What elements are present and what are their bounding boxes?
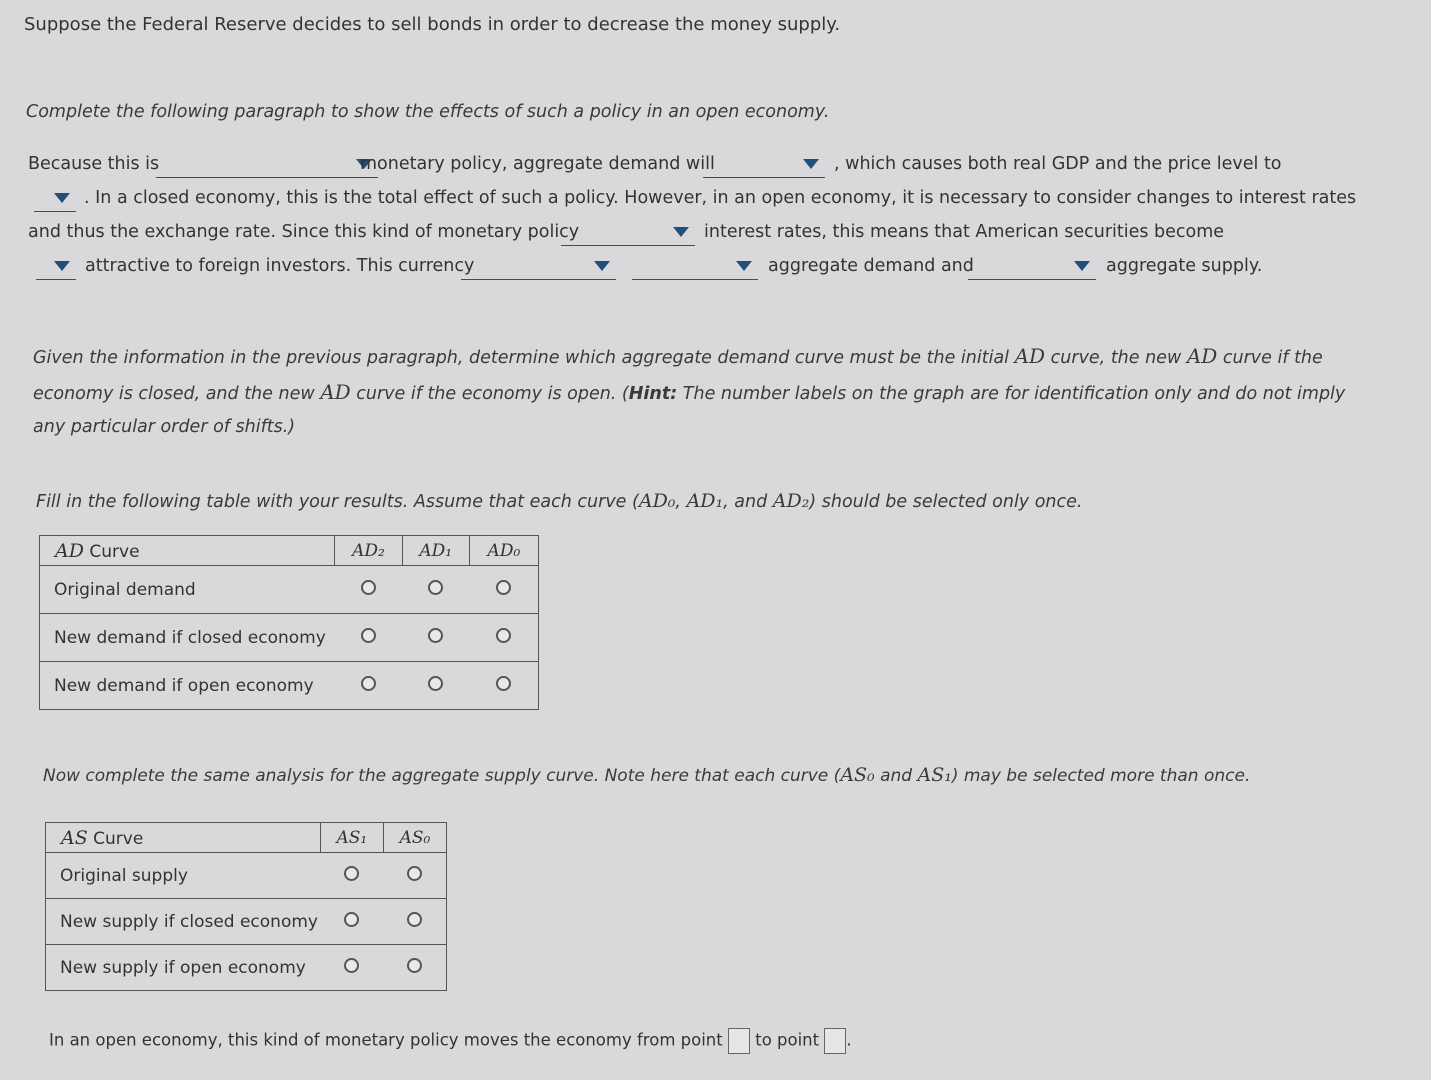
to-point-input[interactable] xyxy=(824,1028,846,1054)
row-label: Original demand xyxy=(40,566,335,614)
final-text: In an open economy, this kind of monetary policy moves the economy from point xyxy=(49,1030,723,1050)
radio-closed-as0[interactable] xyxy=(407,912,422,927)
radio-cell xyxy=(335,614,402,662)
as-table-header xyxy=(46,823,447,853)
radio-original-as1[interactable] xyxy=(344,866,359,881)
radio-cell xyxy=(469,614,538,662)
radio-cell xyxy=(335,662,402,710)
ad-symbol: AD xyxy=(320,379,351,404)
given-text: curve, the new xyxy=(1045,348,1187,368)
radio-cell xyxy=(383,899,446,945)
dropdown-attractiveness[interactable] xyxy=(36,254,76,280)
header-word: Curve xyxy=(87,828,144,849)
chevron-down-icon xyxy=(54,193,70,203)
ad2-symbol: AD₂ xyxy=(772,490,810,512)
para-text-4a: attractive to foreign investors. This currency xyxy=(85,256,475,276)
ad-col-header: AD₂ xyxy=(335,536,402,566)
fill-text: ) should be selected only once. xyxy=(809,492,1083,512)
dropdown-as-effect[interactable] xyxy=(968,254,1096,280)
radio-original-ad0[interactable] xyxy=(496,580,511,595)
radio-cell xyxy=(469,662,538,710)
hint-label: Hint: xyxy=(628,383,678,404)
ad-symbol: AD xyxy=(1014,344,1046,368)
final-text: to point xyxy=(755,1030,820,1050)
chevron-down-icon xyxy=(736,261,752,271)
as1-symbol: AS₁ xyxy=(917,764,952,786)
radio-original-ad1[interactable] xyxy=(428,580,443,595)
para-text-1c: , which causes both real GDP and the price level to xyxy=(834,154,1282,174)
header-word: Curve xyxy=(83,541,140,562)
radio-open-ad1[interactable] xyxy=(428,676,443,691)
radio-original-as0[interactable] xyxy=(407,866,422,881)
radio-cell xyxy=(383,853,446,899)
ad-table-header-label xyxy=(40,536,335,566)
radio-cell xyxy=(320,853,383,899)
radio-cell xyxy=(320,945,383,991)
now-text: ) may be selected more than once. xyxy=(951,766,1251,786)
radio-closed-ad2[interactable] xyxy=(361,628,376,643)
row-label: Original supply xyxy=(46,853,321,899)
radio-open-ad2[interactable] xyxy=(361,676,376,691)
row-label: New supply if closed economy xyxy=(46,899,321,945)
row-label: New demand if open economy xyxy=(40,662,335,710)
radio-closed-ad1[interactable] xyxy=(428,628,443,643)
given-text: The number labels on the graph are for identification only and do not imply xyxy=(677,383,1346,404)
given-text: any particular order of shifts.) xyxy=(33,417,296,437)
given-paragraph xyxy=(33,340,1413,445)
para-text-4c: aggregate supply. xyxy=(1106,256,1263,276)
radio-cell xyxy=(320,899,383,945)
chevron-down-icon xyxy=(1074,261,1090,271)
chevron-down-icon xyxy=(54,261,70,271)
radio-original-ad2[interactable] xyxy=(361,580,376,595)
dropdown-ad-effect[interactable] xyxy=(632,254,758,280)
given-text: economy is closed, and the new xyxy=(33,383,321,404)
as0-symbol: AS₀ xyxy=(840,764,875,786)
radio-open-as0[interactable] xyxy=(407,958,422,973)
chevron-down-icon xyxy=(673,227,689,237)
radio-closed-ad0[interactable] xyxy=(496,628,511,643)
table-row xyxy=(46,945,447,991)
ad-symbol: AD xyxy=(1186,344,1218,368)
para-text-4b: aggregate demand and xyxy=(768,256,974,276)
dropdown-policy-type[interactable] xyxy=(156,152,378,178)
fill-instruction xyxy=(36,490,1082,512)
ad1-symbol: AD₁ xyxy=(686,490,724,512)
dropdown-currency-change[interactable] xyxy=(461,254,616,280)
radio-cell xyxy=(335,566,402,614)
intro-text: Suppose the Federal Reserve decides to sell bonds in order to decrease the money supply. xyxy=(24,14,841,35)
ad-symbol: AD xyxy=(55,539,84,562)
radio-cell xyxy=(402,614,469,662)
from-point-input[interactable] xyxy=(728,1028,750,1054)
para-text-1b: monetary policy, aggregate demand will xyxy=(360,154,715,174)
radio-cell xyxy=(402,662,469,710)
as-col-header: AS₀ xyxy=(383,823,446,853)
table-row xyxy=(46,899,447,945)
row-label: New supply if open economy xyxy=(46,945,321,991)
dropdown-interest-rates[interactable] xyxy=(561,220,695,246)
instruction-text: Complete the following paragraph to show the effects of such a policy in an open economy. xyxy=(26,102,830,122)
para-text-1a: Because this is xyxy=(28,154,160,174)
as-col-header: AS₁ xyxy=(320,823,383,853)
ad-table xyxy=(39,535,539,710)
fill-text: , and xyxy=(723,492,773,512)
ad0-symbol: AD₀ xyxy=(638,490,676,512)
ad-col-header: AD₁ xyxy=(402,536,469,566)
given-text: curve if the xyxy=(1217,348,1323,368)
table-row xyxy=(46,853,447,899)
now-text: Now complete the same analysis for the aggregate supply curve. Note here that each curve ( xyxy=(43,766,841,786)
table-row xyxy=(40,614,539,662)
fill-text: , xyxy=(675,492,687,512)
given-text: Given the information in the previous paragraph, determine which aggregate demand curve must be the initial xyxy=(33,348,1015,368)
as-table-header-label xyxy=(46,823,321,853)
final-sentence xyxy=(49,1028,852,1054)
para-text-2: . In a closed economy, this is the total effect of such a policy. However, in an open economy, it is necessary to consider changes to interest rates xyxy=(84,188,1357,208)
now-instruction xyxy=(43,764,1250,786)
given-text: curve if the economy is open. ( xyxy=(350,383,629,404)
dropdown-ad-change[interactable] xyxy=(703,152,825,178)
chevron-down-icon xyxy=(594,261,610,271)
chevron-down-icon xyxy=(803,159,819,169)
dropdown-gdp-price-change[interactable] xyxy=(34,186,76,212)
table-row xyxy=(40,662,539,710)
radio-cell xyxy=(469,566,538,614)
radio-closed-as1[interactable] xyxy=(344,912,359,927)
paragraph xyxy=(28,150,1418,290)
ad-table-header xyxy=(40,536,539,566)
table-row xyxy=(40,566,539,614)
as-table xyxy=(45,822,447,991)
radio-open-ad0[interactable] xyxy=(496,676,511,691)
ad-col-header: AD₀ xyxy=(469,536,538,566)
final-text: . xyxy=(846,1030,852,1050)
radio-cell xyxy=(402,566,469,614)
now-text: and xyxy=(874,766,918,786)
fill-text: Fill in the following table with your results. Assume that each curve ( xyxy=(36,492,639,512)
para-text-3b: interest rates, this means that American securities become xyxy=(704,222,1225,242)
radio-cell xyxy=(383,945,446,991)
para-text-3a: and thus the exchange rate. Since this kind of monetary policy xyxy=(28,222,580,242)
row-label: New demand if closed economy xyxy=(40,614,335,662)
as-symbol: AS xyxy=(61,826,88,849)
radio-open-as1[interactable] xyxy=(344,958,359,973)
